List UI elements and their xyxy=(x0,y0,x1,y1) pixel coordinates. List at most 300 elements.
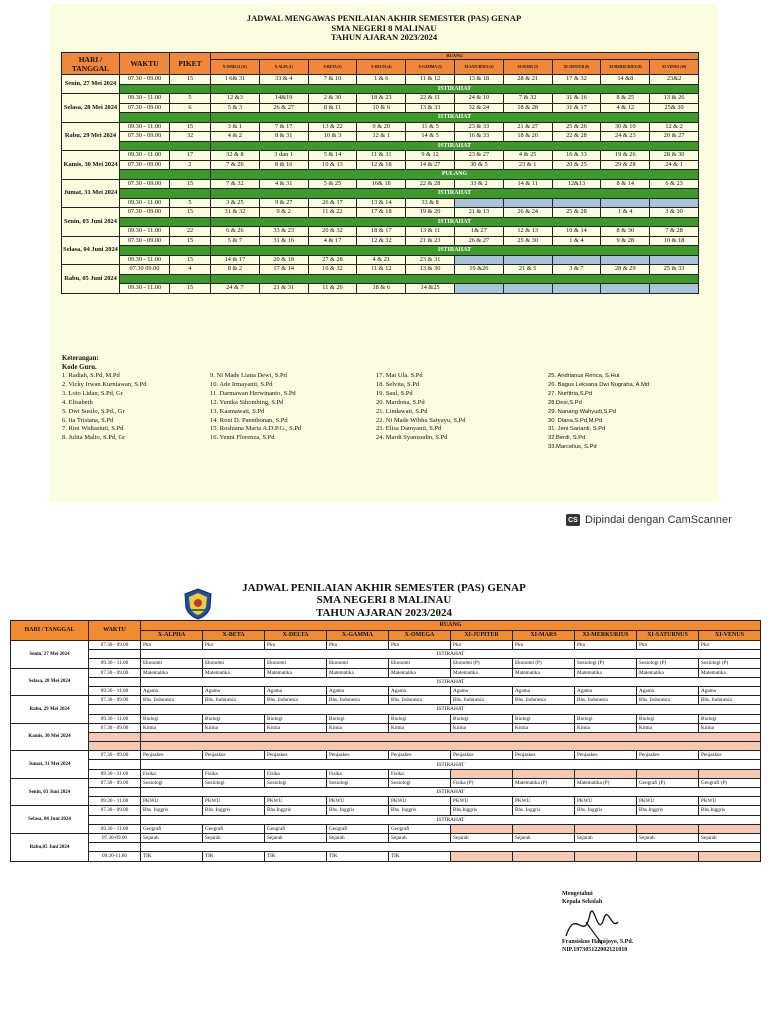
camscanner-icon: CS xyxy=(566,514,580,526)
teacher-code-item: 5. Dwi Susilo, S.Pd., Gr xyxy=(62,407,125,415)
subject-cell: TIK xyxy=(389,852,451,861)
supervisor-cell: 7 & 32 xyxy=(211,179,260,189)
class-header: XI-SATURNUS xyxy=(637,631,699,641)
subject-cell: Fisika xyxy=(141,769,203,778)
supervisor-cell: 20 & 27 xyxy=(650,132,699,142)
day-cell: Selasa, 04 Juni 2024 xyxy=(11,806,89,834)
schedule-row xyxy=(11,686,761,695)
subject-cell: PKWU xyxy=(451,797,513,806)
exam-table xyxy=(10,620,761,862)
time-cell: 07.30-09.00 xyxy=(89,833,141,842)
subject-cell xyxy=(451,852,513,861)
subject-cell: Kimia xyxy=(513,723,575,732)
subject-cell: Matematika (P) xyxy=(575,778,637,787)
supervisor-cell: 11 & 26 xyxy=(308,284,357,294)
supervisor-cell: 11 & 31 xyxy=(357,151,406,161)
empty-cell xyxy=(141,742,761,751)
supervisor-cell: 33 & 4 xyxy=(259,75,308,85)
piket-cell: 15 xyxy=(170,122,211,132)
supervisor-cell: 18 & 17 xyxy=(357,227,406,237)
piket-cell: 15 xyxy=(170,284,211,294)
break-label xyxy=(211,274,699,284)
break-row xyxy=(11,705,761,714)
teacher-code-label: Kode Guru. xyxy=(62,364,97,371)
supervisor-cell xyxy=(552,198,601,208)
time-cell: 09.30 - 11.00 xyxy=(120,284,170,294)
teacher-list-col4 xyxy=(548,372,649,452)
time-cell: 07.30 - 09.00 xyxy=(89,723,141,732)
break-row xyxy=(11,815,761,824)
supervisor-cell xyxy=(552,284,601,294)
subject-cell: Geografi xyxy=(203,824,265,833)
supervisor-cell xyxy=(552,255,601,265)
supervisor-cell: 18 & 6 xyxy=(357,284,406,294)
subject-cell: Geografi xyxy=(389,824,451,833)
supervisor-cell: 29 & 28 xyxy=(601,160,650,170)
class-header: XI-MARS xyxy=(513,631,575,641)
subject-cell: Biologi xyxy=(699,714,761,723)
supervisor-cell xyxy=(601,255,650,265)
schedule-row xyxy=(62,284,699,294)
room-header: XI-MARS (7) xyxy=(503,59,552,74)
subject-cell: Kimia xyxy=(451,723,513,732)
time-cell: 07.30 - 09.00 xyxy=(120,236,170,246)
supervisor-cell: 3 dan 1 xyxy=(259,151,308,161)
time-cell: 09.30 - 11.00 xyxy=(120,151,170,161)
supervisor-cell: 20 & 18 xyxy=(259,255,308,265)
supervisor-cell: 16 & 32 xyxy=(308,265,357,275)
supervisor-cell: 22 & 28 xyxy=(552,132,601,142)
subject-cell xyxy=(699,852,761,861)
supervisor-cell: 13 & 22 xyxy=(308,122,357,132)
time-cell: 07.30 - 09.00 xyxy=(120,208,170,218)
supervisor-cell: 13 & 14 xyxy=(357,198,406,208)
supervisor-cell: 26 & 24 xyxy=(503,208,552,218)
subject-cell: Bhs.Inggris xyxy=(637,806,699,815)
schedule-row xyxy=(11,778,761,787)
subject-cell: Pkn xyxy=(513,641,575,650)
supervisor-cell: 26 & 27 xyxy=(259,103,308,113)
teacher-code-item: 19. Saul, S.Pd xyxy=(376,389,413,397)
supervisor-cell: 10 & 3 xyxy=(308,132,357,142)
header-waktu: WAKTU xyxy=(89,621,141,641)
schedule-row xyxy=(62,132,699,142)
supervisor-cell: 14 & 27 xyxy=(406,160,455,170)
subject-cell: Biologi xyxy=(327,714,389,723)
break-label: ISTIRAHAT xyxy=(211,217,699,227)
subject-cell: Pkn xyxy=(699,641,761,650)
subject-cell: Ekonomi xyxy=(327,659,389,668)
supervisor-cell: 12 & 1 xyxy=(357,132,406,142)
time-cell: 07.30 - 09.00 xyxy=(120,179,170,189)
supervisor-cell: 24 & 7 xyxy=(211,284,260,294)
supervisor-cell: 10 & 13 xyxy=(308,160,357,170)
break-label: ISTIRAHAT xyxy=(211,189,699,199)
teacher-code-item: 24. Mardi Syamsudin, S.Pd xyxy=(376,434,448,442)
supervisor-cell: 4 & 17 xyxy=(308,236,357,246)
day-cell: Selasa, 28 Mei 2024 xyxy=(62,94,120,123)
subject-cell: TIK xyxy=(265,852,327,861)
break-row xyxy=(62,217,699,227)
supervisor-cell: 8 & 30 xyxy=(601,227,650,237)
teacher-code-item: 23. Elisa Damyanti, S.Pd xyxy=(376,425,442,433)
day-cell: Jumat, 31 Mei 2024 xyxy=(11,751,89,779)
supervisor-cell: 19 & 26 xyxy=(601,151,650,161)
class-header: XI-VENUS xyxy=(699,631,761,641)
time-cell: 09.30 - 11.00 xyxy=(120,227,170,237)
supervisor-cell: 7 & 32 xyxy=(503,94,552,104)
schedule-row xyxy=(11,806,761,815)
subject-cell: Kimia xyxy=(389,723,451,732)
schedule-row xyxy=(11,723,761,732)
subject-cell: Ekonomi (P) xyxy=(451,659,513,668)
break-row xyxy=(62,274,699,284)
subject-cell xyxy=(451,769,513,778)
subject-cell: Agama xyxy=(451,686,513,695)
teacher-list-col2 xyxy=(210,372,301,443)
teacher-code-item: 13. Kasmawati, S.Pd xyxy=(210,407,265,415)
subject-cell: Bhs. Inggris xyxy=(513,806,575,815)
schedule-row xyxy=(11,641,761,650)
teacher-code-item: 22. Ni Made Wibhu Satyayu, S.Pd xyxy=(376,416,466,424)
supervisor-cell: 11 & 22 xyxy=(308,208,357,218)
schedule-row xyxy=(11,852,761,861)
subject-cell: Agama xyxy=(203,686,265,695)
break-row xyxy=(62,189,699,199)
supervisor-cell: 9 & 2 xyxy=(259,208,308,218)
supervisor-cell: 24 & 23 xyxy=(601,132,650,142)
time-cell: 09.30 - 11.00 xyxy=(89,686,141,695)
time-cell: 09.30 - 11.00 xyxy=(89,797,141,806)
subject-cell: PKWU xyxy=(141,797,203,806)
day-cell: Senin, 27 Mei 2024 xyxy=(11,641,89,669)
day-cell: Selasa, 04 Juni 2024 xyxy=(62,236,120,265)
supervisor-cell: 25 & 30 xyxy=(503,236,552,246)
piket-cell: 6 xyxy=(170,103,211,113)
subject-cell: Penjaskes xyxy=(141,751,203,760)
room-header: XI-SATURNUS (6) xyxy=(454,59,503,74)
subject-cell: Ekonomi xyxy=(203,659,265,668)
subject-cell: Bhs. Indonesia xyxy=(575,696,637,705)
supervisor-cell: 33 & 2 xyxy=(454,179,503,189)
subject-cell: Sejarah xyxy=(451,833,513,842)
subject-cell: Sejarah xyxy=(389,833,451,842)
subject-cell: PKWU xyxy=(699,797,761,806)
supervisor-cell: 17 & 14 xyxy=(259,265,308,275)
supervisor-cell xyxy=(650,284,699,294)
schedule-row xyxy=(62,265,699,275)
break-row xyxy=(11,788,761,797)
subject-cell: Bhs. Inggris xyxy=(327,806,389,815)
break-label: ISTIRAHAT xyxy=(141,760,761,769)
break-spacer xyxy=(89,788,141,797)
break-label: ISTIRAHAT xyxy=(211,84,699,94)
subject-cell: Kimia xyxy=(265,723,327,732)
signature-line1: Mengetahui xyxy=(562,891,593,897)
class-header: XI-MERKURIUS xyxy=(575,631,637,641)
supervisor-cell: 5 & 7 xyxy=(211,236,260,246)
time-cell: 07.30 - 09.00 xyxy=(120,132,170,142)
supervisor-cell: 11 & 12 xyxy=(357,265,406,275)
subject-cell xyxy=(637,769,699,778)
break-spacer xyxy=(120,141,211,151)
supervisor-cell: 1 6& 31 xyxy=(211,75,260,85)
supervision-schedule-sheet xyxy=(50,4,718,502)
supervisor-cell: 10 & 6 xyxy=(357,103,406,113)
piket-cell: 2 xyxy=(170,160,211,170)
supervisor-cell: 30 & 5 xyxy=(454,160,503,170)
supervisor-cell: 14&19 xyxy=(259,94,308,104)
empty-time-cell xyxy=(89,732,141,741)
day-cell: Senin, 03 Juni 2024 xyxy=(11,778,89,806)
break-spacer xyxy=(89,843,141,852)
break-row xyxy=(11,843,761,852)
supervisor-cell: 26 & 17 xyxy=(308,198,357,208)
day-cell: Kamis, 30 Mei 2024 xyxy=(62,151,120,180)
supervisor-cell: 7 & 10 xyxy=(308,75,357,85)
subject-cell: Pkn xyxy=(265,641,327,650)
subject-cell: Agama xyxy=(265,686,327,695)
subject-cell: Penjaskes xyxy=(699,751,761,760)
exam-schedule-sheet xyxy=(0,572,768,1024)
subject-cell: Sosiologi (P) xyxy=(575,659,637,668)
time-cell: 07.30 - 09.00 xyxy=(89,668,141,677)
teacher-code-item: 8. Julita Malto, S.Pd, Gr xyxy=(62,434,126,442)
supervisor-cell: 12 &3 xyxy=(211,94,260,104)
supervisor-cell: 5 & 3 xyxy=(211,103,260,113)
schedule-row xyxy=(62,103,699,113)
supervisor-cell: 25& 30 xyxy=(650,103,699,113)
header-hari: HARI / TANGGAL xyxy=(62,53,120,75)
piket-cell: 17 xyxy=(170,151,211,161)
supervisor-cell: 30 & 10 xyxy=(601,122,650,132)
subject-cell xyxy=(575,852,637,861)
time-cell: 09.30 - 11.00 xyxy=(120,255,170,265)
time-cell: 09.30 - 11.00 xyxy=(120,122,170,132)
supervisor-cell: 5 & 14 xyxy=(308,151,357,161)
supervisor-cell: 4 & 2 xyxy=(211,132,260,142)
teacher-code-item: 33.Marcelius, S.Pd xyxy=(548,444,597,451)
supervisor-cell: 14 &25 xyxy=(406,284,455,294)
subject-cell: Bhs. Indonesia xyxy=(203,696,265,705)
supervisor-cell: 23 & 31 xyxy=(406,255,455,265)
schedule-row xyxy=(11,668,761,677)
schedule-row xyxy=(11,714,761,723)
subject-cell: Geografi xyxy=(327,824,389,833)
break-label: ISTIRAHAT xyxy=(141,815,761,824)
piket-cell: 5 xyxy=(170,94,211,104)
supervisor-cell: 6 & 23 xyxy=(650,179,699,189)
supervisor-cell: 14 & 17 xyxy=(211,255,260,265)
empty-time-cell xyxy=(89,742,141,751)
principal-name: Fransiskus Hamijoyo, S.Pd. xyxy=(562,939,634,945)
break-label xyxy=(141,843,761,852)
subject-cell: Pkn xyxy=(327,641,389,650)
subject-cell: Sosiologi xyxy=(389,778,451,787)
class-header: X-DELTA xyxy=(265,631,327,641)
teacher-list-col3 xyxy=(376,372,466,443)
subject-cell: Sosiologi (P) xyxy=(699,659,761,668)
break-spacer xyxy=(89,650,141,659)
schedule-row xyxy=(11,751,761,760)
schedule-row xyxy=(62,122,699,132)
break-spacer xyxy=(89,705,141,714)
teacher-code-item: 3. Loto Lidan, S.Pd, Gr xyxy=(62,389,124,397)
teacher-code-item: 11. Darmawan Herwinanto, S.Pd xyxy=(210,389,296,397)
supervision-table xyxy=(61,52,699,294)
supervisor-cell: 25 & 26 xyxy=(552,122,601,132)
supervisor-cell: 7 & 17 xyxy=(259,122,308,132)
notes-label: Keterangan: xyxy=(62,355,99,362)
teacher-code-item: 20. Mardona, S.Pd xyxy=(376,398,425,406)
break-row xyxy=(11,677,761,686)
supervisor-cell: 23 & 27 xyxy=(454,151,503,161)
supervisor-cell: 9 & 28 xyxy=(601,236,650,246)
teacher-code-item: 6. Ita Trisiana, S.Pd xyxy=(62,416,114,424)
schedule-row xyxy=(62,151,699,161)
subject-cell: Kimia xyxy=(699,723,761,732)
supervisor-cell xyxy=(454,284,503,294)
piket-cell: 15 xyxy=(170,255,211,265)
time-cell: 07.30 - 09.00 xyxy=(89,696,141,705)
subject-cell: Penjaskes xyxy=(265,751,327,760)
subject-cell: Ekonomi (P) xyxy=(513,659,575,668)
signature-block xyxy=(562,890,633,954)
subject-cell: Matematika xyxy=(575,668,637,677)
subject-cell: Bhs. Inggris xyxy=(575,806,637,815)
teacher-code-item: 16. Yenni Florenza, S.Pd xyxy=(210,434,275,442)
sheet2-title xyxy=(0,582,768,619)
handwritten-signature xyxy=(556,896,626,948)
subject-cell: Bhs. Inggris xyxy=(203,806,265,815)
subject-cell: Biologi xyxy=(637,714,699,723)
schedule-row xyxy=(11,769,761,778)
break-spacer xyxy=(120,189,211,199)
subject-cell: Sosiologi (P) xyxy=(637,659,699,668)
day-cell: Kamis, 30 Mei 2024 xyxy=(11,723,89,751)
supervisor-cell: 16 & 33 xyxy=(454,132,503,142)
time-cell: 09.30 - 11.00 xyxy=(120,198,170,208)
class-header: X-OMEGA xyxy=(389,631,451,641)
teacher-code-item: 17. Mat Ula. S.Pd xyxy=(376,372,423,379)
subject-cell: Penjaskes xyxy=(389,751,451,760)
subject-cell: Biologi xyxy=(265,714,327,723)
subject-cell: Bhs. Indonesia xyxy=(513,696,575,705)
break-row xyxy=(62,84,699,94)
supervisor-cell: 21 & 23 xyxy=(406,236,455,246)
subject-cell: Kimia xyxy=(327,723,389,732)
supervisor-cell: 8 & 25 xyxy=(601,94,650,104)
piket-cell: 4 xyxy=(170,265,211,275)
supervisor-cell: 8 & 2 xyxy=(211,265,260,275)
subject-cell: Penjaskes xyxy=(637,751,699,760)
supervisor-cell: 13 & 18 xyxy=(454,75,503,85)
time-cell: 07.30 - 09.00 xyxy=(120,160,170,170)
sheet1-academic-year: TAHUN AJARAN 2023/2024 xyxy=(330,32,438,43)
supervisor-cell: 24 & 10 xyxy=(454,94,503,104)
supervisor-cell xyxy=(601,284,650,294)
break-row xyxy=(62,170,699,180)
teacher-code-item: 21. Lindawati, S.Pd xyxy=(376,407,428,415)
supervisor-cell: 32 & 8 xyxy=(211,151,260,161)
teacher-list-col1 xyxy=(62,372,147,443)
piket-cell: 5 xyxy=(170,198,211,208)
subject-cell: Matematika xyxy=(389,668,451,677)
subject-cell: Pkn xyxy=(203,641,265,650)
schedule-row xyxy=(11,833,761,842)
subject-cell: Matematika xyxy=(451,668,513,677)
supervisor-cell xyxy=(601,198,650,208)
supervisor-cell: 24 & 1 xyxy=(650,160,699,170)
camscanner-text: Dipindai dengan CamScanner xyxy=(585,514,732,526)
break-label: ISTIRAHAT xyxy=(141,788,761,797)
supervisor-cell: 31 & 16 xyxy=(259,236,308,246)
piket-cell: 15 xyxy=(170,75,211,85)
day-cell: Rabu, 05 Juni 2024 xyxy=(62,265,120,294)
supervisor-cell: 14 &8 xyxy=(601,75,650,85)
supervisor-cell: 8 & 31 xyxy=(259,132,308,142)
sheet1-title xyxy=(50,14,718,43)
schedule-row xyxy=(11,659,761,668)
subject-cell: Kimia xyxy=(637,723,699,732)
teacher-code-item: 28.Desi,S.Pd xyxy=(548,399,582,406)
teacher-code-item: 1. Radiah, S.Pd, M.Pd xyxy=(62,372,120,379)
subject-cell xyxy=(575,769,637,778)
subject-cell: Sosiologi xyxy=(203,778,265,787)
room-header: X-DELTA (4) xyxy=(357,59,406,74)
supervisor-cell: 3 & 7 xyxy=(552,265,601,275)
subject-cell xyxy=(699,769,761,778)
class-header: X-BETA xyxy=(203,631,265,641)
supervisor-cell: 10 & 14 xyxy=(552,227,601,237)
supervisor-cell xyxy=(503,284,552,294)
supervisor-cell: 3 & 30 xyxy=(650,208,699,218)
supervisor-cell: 23&2 xyxy=(650,75,699,85)
subject-cell: Kimia xyxy=(141,723,203,732)
time-cell: 07.30 - 09.00 xyxy=(120,75,170,85)
break-row xyxy=(11,650,761,659)
supervisor-cell: 1 & 4 xyxy=(601,208,650,218)
supervisor-cell: 21 & 31 xyxy=(259,284,308,294)
subject-cell: Agama xyxy=(141,686,203,695)
day-cell: Senin, 27 Mei 2024 xyxy=(62,75,120,94)
subject-cell: Sejarah xyxy=(203,833,265,842)
supervisor-cell: 8 & 14 xyxy=(601,179,650,189)
break-spacer xyxy=(120,246,211,256)
subject-cell: Agama xyxy=(637,686,699,695)
subject-cell xyxy=(451,824,513,833)
teacher-code-item: 32.Berdi, S.Pd xyxy=(548,435,586,442)
supervisor-cell: 12&13 xyxy=(552,179,601,189)
supervisor-cell: 10 & 18 xyxy=(650,236,699,246)
subject-cell: Bhs. Indonesia xyxy=(389,696,451,705)
supervisor-cell: 28 & 29 xyxy=(601,265,650,275)
subject-cell: Bhs. Indonesia xyxy=(699,696,761,705)
break-label: ISTIRAHAT xyxy=(141,705,761,714)
supervisor-cell: 16 & 33 xyxy=(552,151,601,161)
class-header: X-GAMMA xyxy=(327,631,389,641)
supervisor-cell: 13 & 30 xyxy=(406,265,455,275)
teacher-code-item: 7. Rini Widiastuti, S.Pd xyxy=(62,425,124,433)
supervisor-cell: 21 & 5 xyxy=(503,265,552,275)
supervisor-cell xyxy=(503,198,552,208)
supervisor-cell: 2 & 30 xyxy=(308,94,357,104)
supervisor-cell: 4 & 12 xyxy=(601,103,650,113)
break-label: ISTIRAHAT xyxy=(211,246,699,256)
subject-cell: Agama xyxy=(389,686,451,695)
schedule-row xyxy=(11,696,761,705)
header-hari: HARI / TANGGAL xyxy=(11,621,89,641)
